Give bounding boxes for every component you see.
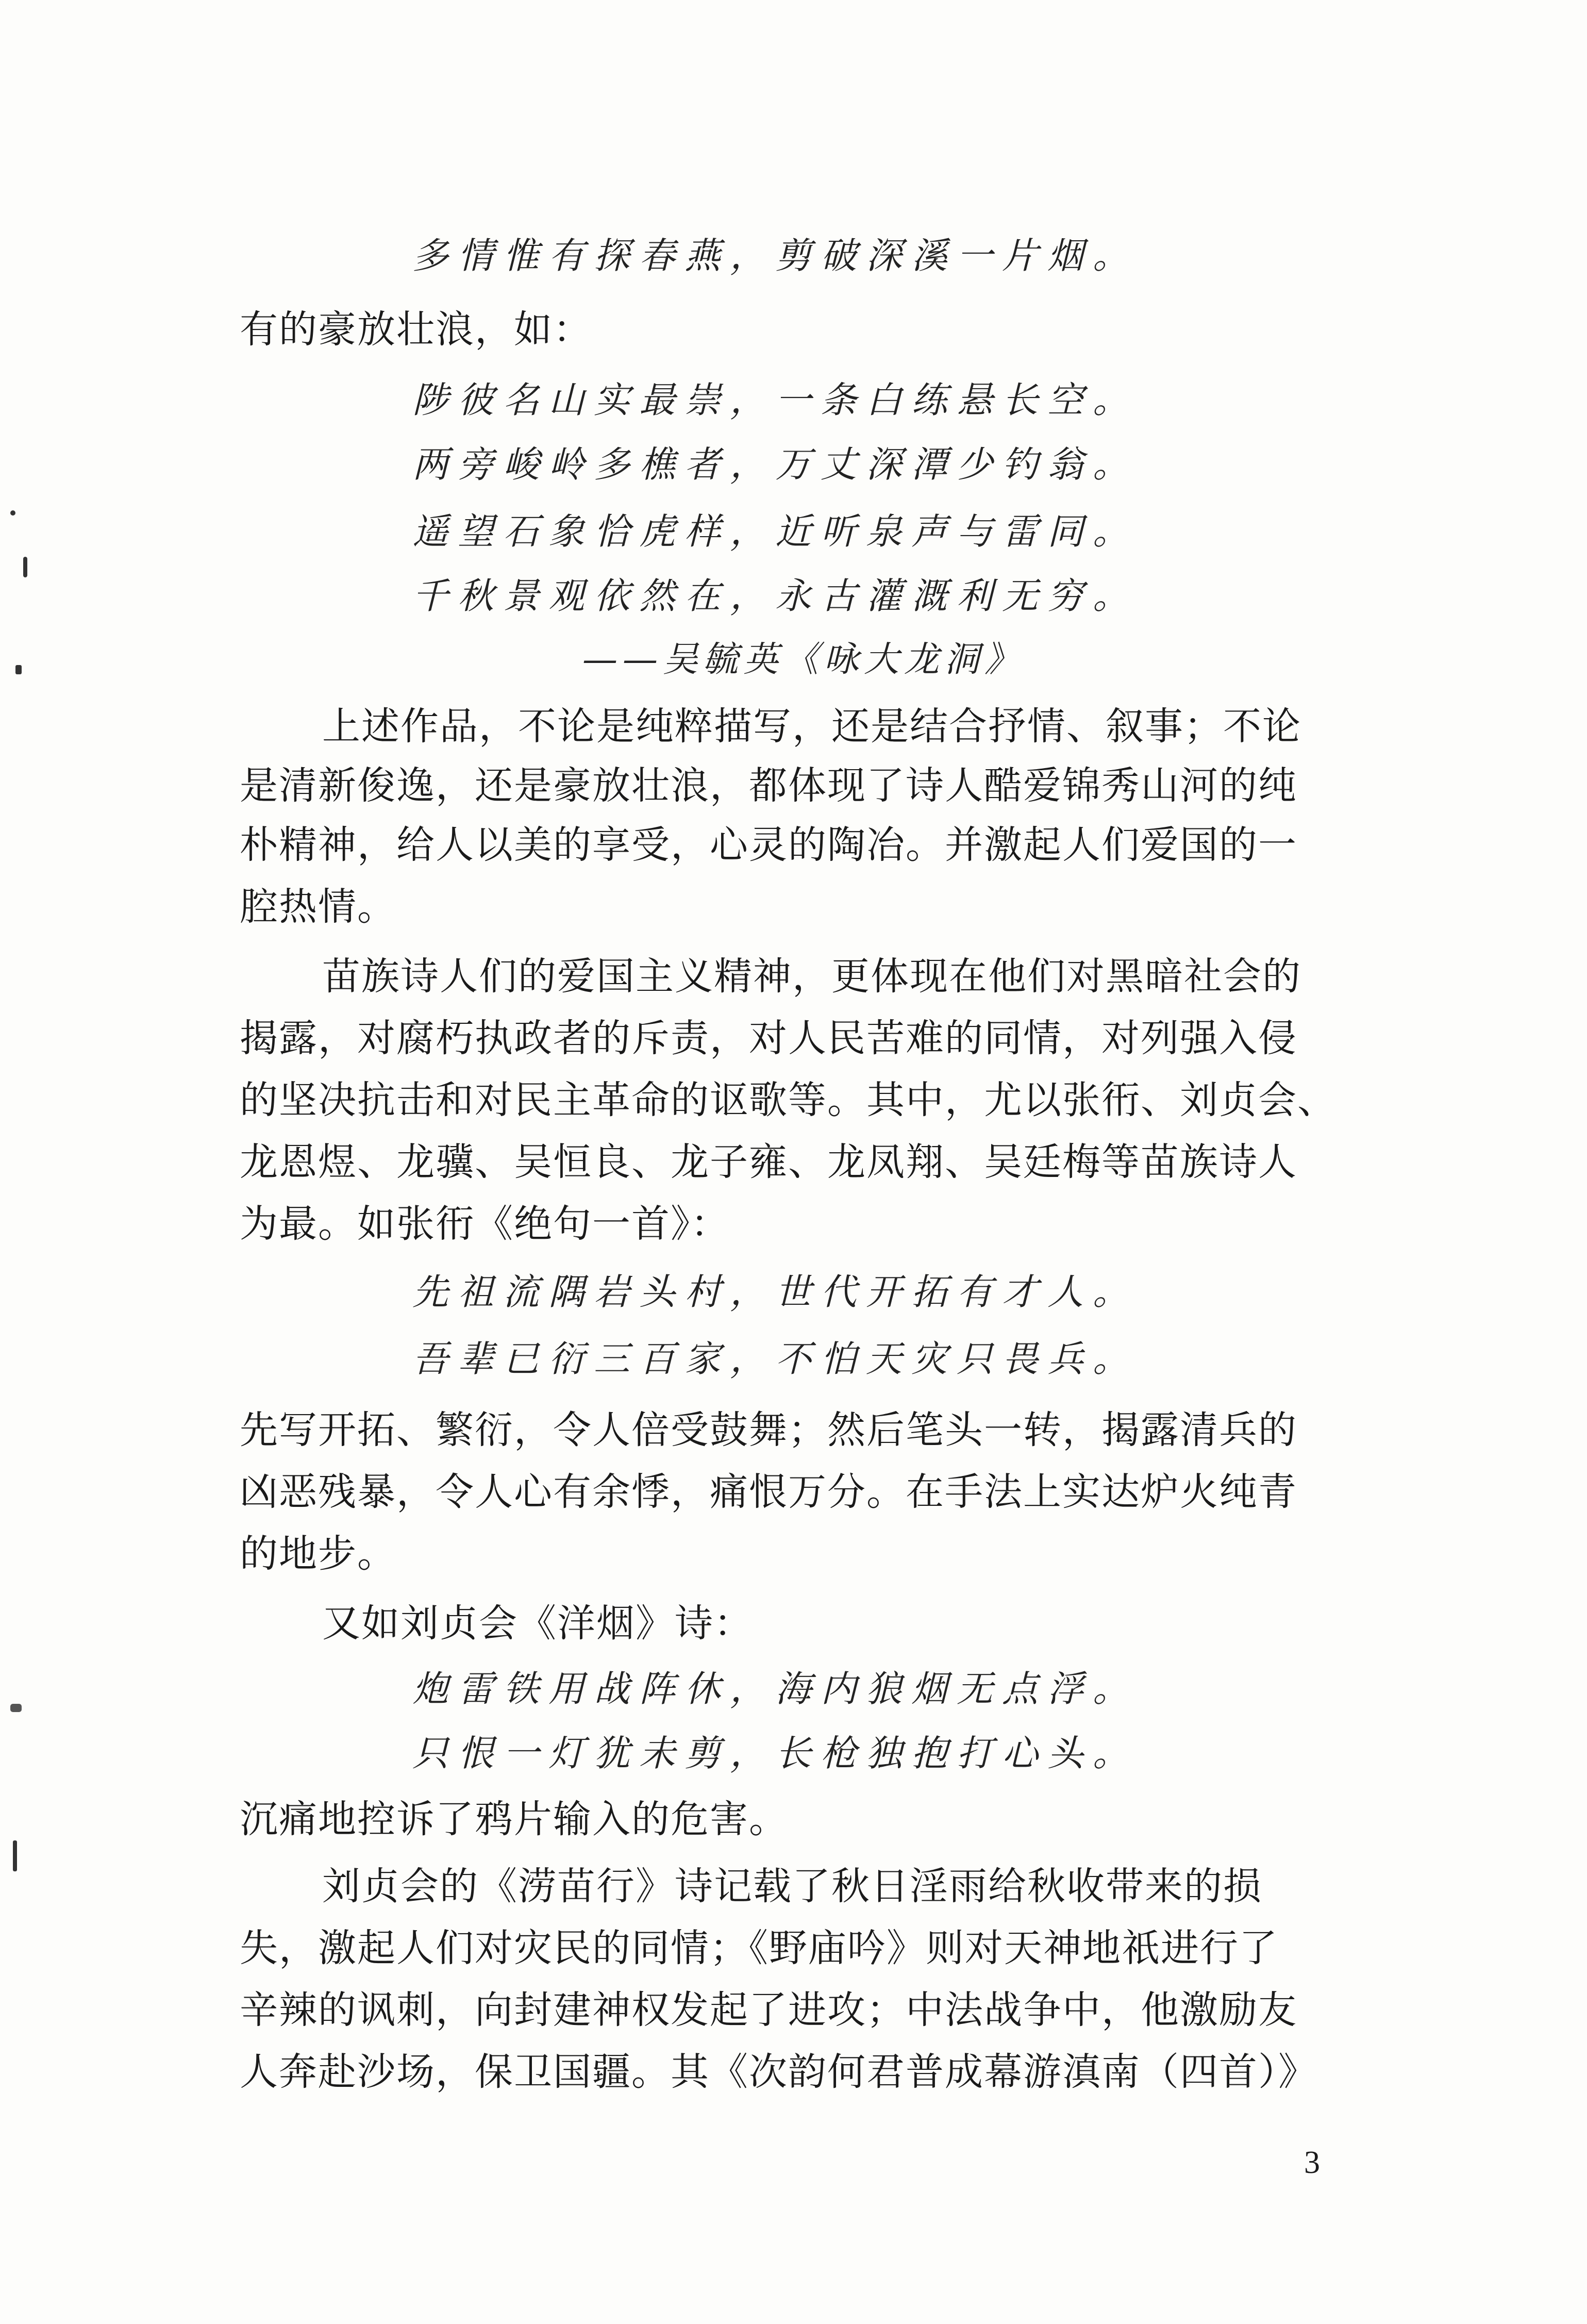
- prose-line: 人奔赴沙场，保卫国疆。其《次韵何君普成幕游滇南（四首）》: [240, 2050, 1317, 2094]
- prose-line: 上述作品，不论是纯粹描写，还是结合抒情、叙事；不论: [322, 704, 1301, 749]
- poem-line: 多情惟有探春燕，剪破深溪一片烟。: [412, 235, 1138, 277]
- poem-line: 两旁峻岭多樵者，万丈深潭少钓翁。: [412, 443, 1138, 486]
- poem-line: 先祖流隅岩头村，世代开拓有才人。: [412, 1271, 1138, 1313]
- prose-line: 失，激起人们对灾民的同情；《野庙吟》则对天神地祇进行了: [240, 1926, 1278, 1970]
- poem-line: 只恨一灯犹未剪，长枪独抱打心头。: [412, 1732, 1138, 1774]
- prose-line: 又如刘贞会《洋烟》诗：: [322, 1601, 753, 1646]
- poem-line: 遥望石象恰虎样，近听泉声与雷同。: [412, 510, 1138, 553]
- poem-attribution: ——吴毓英《咏大龙洞》: [582, 639, 1025, 680]
- prose-line: 朴精神，给人以美的享受，心灵的陶冶。并激起人们爱国的一: [240, 823, 1297, 867]
- poem-line: 炮雷铁用战阵休，海内狼烟无点浮。: [412, 1668, 1138, 1710]
- poem-line: 千秋景观依然在，永古灌溉利无穷。: [412, 575, 1138, 617]
- page-number: 3: [1304, 2145, 1320, 2180]
- scan-speck: [10, 1704, 22, 1712]
- scan-speck: [23, 557, 27, 577]
- prose-line: 沉痛地控诉了鸦片输入的危害。: [240, 1797, 788, 1841]
- scan-speck: [15, 665, 22, 674]
- poem-line: 吾辈已衍三百家，不怕天灾只畏兵。: [412, 1338, 1138, 1380]
- prose-line: 为最。如张衎《绝句一首》：: [240, 1202, 730, 1246]
- prose-line: 刘贞会的《涝苗行》诗记载了秋日淫雨给秋收带来的损: [322, 1864, 1262, 1908]
- prose-line: 的坚决抗击和对民主革命的讴歌等。其中，尤以张衎、刘贞会、: [240, 1078, 1337, 1122]
- prose-line: 的地步。: [240, 1532, 396, 1576]
- prose-line: 辛辣的讽刺，向封建神权发起了进攻；中法战争中，他激励友: [240, 1988, 1297, 2032]
- prose-line: 腔热情。: [240, 885, 396, 929]
- prose-line: 龙恩煜、龙骥、吴恒良、龙子雍、龙凤翔、吴廷梅等苗族诗人: [240, 1140, 1297, 1184]
- poem-line: 陟彼名山实最崇，一条白练悬长空。: [412, 379, 1138, 421]
- prose-line: 是清新俊逸，还是豪放壮浪，都体现了诗人酷爱锦秀山河的纯: [240, 763, 1297, 808]
- prose-line: 苗族诗人们的爱国主义精神，更体现在他们对黑暗社会的: [322, 954, 1301, 999]
- prose-line: 揭露，对腐朽执政者的斥责，对人民苦难的同情，对列强入侵: [240, 1016, 1297, 1060]
- prose-line: 先写开拓、繁衍，令人倍受鼓舞；然后笔头一转，揭露清兵的: [240, 1408, 1297, 1452]
- scan-speck: [13, 1840, 17, 1871]
- prose-line: 有的豪放壮浪，如：: [240, 307, 592, 352]
- prose-line: 凶恶残暴，令人心有余悸，痛恨万分。在手法上实达炉火纯青: [240, 1470, 1297, 1514]
- scan-speck: [10, 510, 15, 516]
